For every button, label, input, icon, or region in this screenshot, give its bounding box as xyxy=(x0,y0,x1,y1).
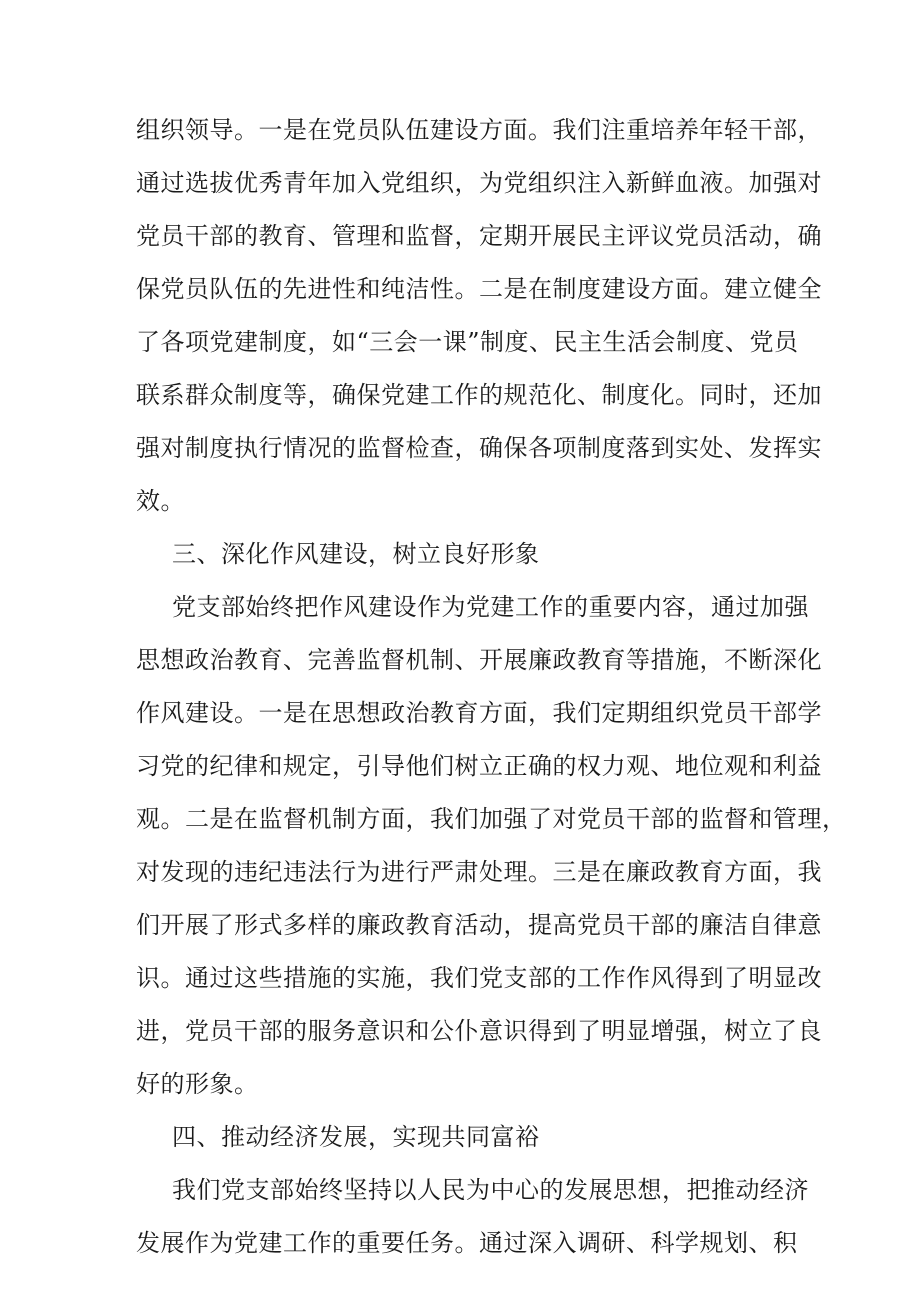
document-body xyxy=(136,104,847,1270)
paragraph-line: 组织领导。一是在党员队伍建设方面。我们注重培养年轻干部， xyxy=(136,116,822,144)
paragraph-line: 保党员队伍的先进性和纯洁性。二是在制度建设方面。建立健全 xyxy=(136,275,822,303)
paragraph-line: 进，党员干部的服务意识和公仆意识得到了明显增强，树立了良 xyxy=(136,1017,822,1045)
paragraph-line: 思想政治教育、完善监督机制、开展廉政教育等措施，不断深化 xyxy=(136,646,822,674)
paragraph-line: 我们党支部始终坚持以人民为中心的发展思想，把推动经济 xyxy=(172,1176,809,1204)
paragraph-line: 效。 xyxy=(136,487,185,515)
paragraph-line: 作风建设。一是在思想政治教育方面，我们定期组织党员干部学 xyxy=(136,699,822,727)
paragraph-line: 党支部始终把作风建设作为党建工作的重要内容，通过加强 xyxy=(172,593,809,621)
paragraph-line: 识。通过这些措施的实施，我们党支部的工作作风得到了明显改 xyxy=(136,964,822,992)
section-heading: 四、推动经济发展，实现共同富裕 xyxy=(172,1123,540,1151)
paragraph-line: 了各项党建制度，如“三会一课”制度、民主生活会制度、党员 xyxy=(136,328,799,356)
section-heading: 三、深化作风建设，树立良好形象 xyxy=(172,540,540,568)
paragraph-line: 党员干部的教育、管理和监督，定期开展民主评议党员活动，确 xyxy=(136,222,822,250)
paragraph-line: 观。二是在监督机制方面，我们加强了对党员干部的监督和管理， xyxy=(136,805,847,833)
paragraph-line: 们开展了形式多样的廉政教育活动，提高党员干部的廉洁自律意 xyxy=(136,911,822,939)
paragraph-line: 发展作为党建工作的重要任务。通过深入调研、科学规划、积 xyxy=(136,1229,798,1257)
paragraph-line: 联系群众制度等，确保党建工作的规范化、制度化。同时，还加 xyxy=(136,381,822,409)
paragraph-line: 强对制度执行情况的监督检查，确保各项制度落到实处、发挥实 xyxy=(136,434,822,462)
paragraph-line: 习党的纪律和规定，引导他们树立正确的权力观、地位观和利益 xyxy=(136,752,822,780)
paragraph-line: 对发现的违纪违法行为进行严肃处理。三是在廉政教育方面，我 xyxy=(136,858,822,886)
paragraph-line: 好的形象。 xyxy=(136,1070,259,1098)
paragraph-line: 通过选拔优秀青年加入党组织，为党组织注入新鲜血液。加强对 xyxy=(136,169,822,197)
